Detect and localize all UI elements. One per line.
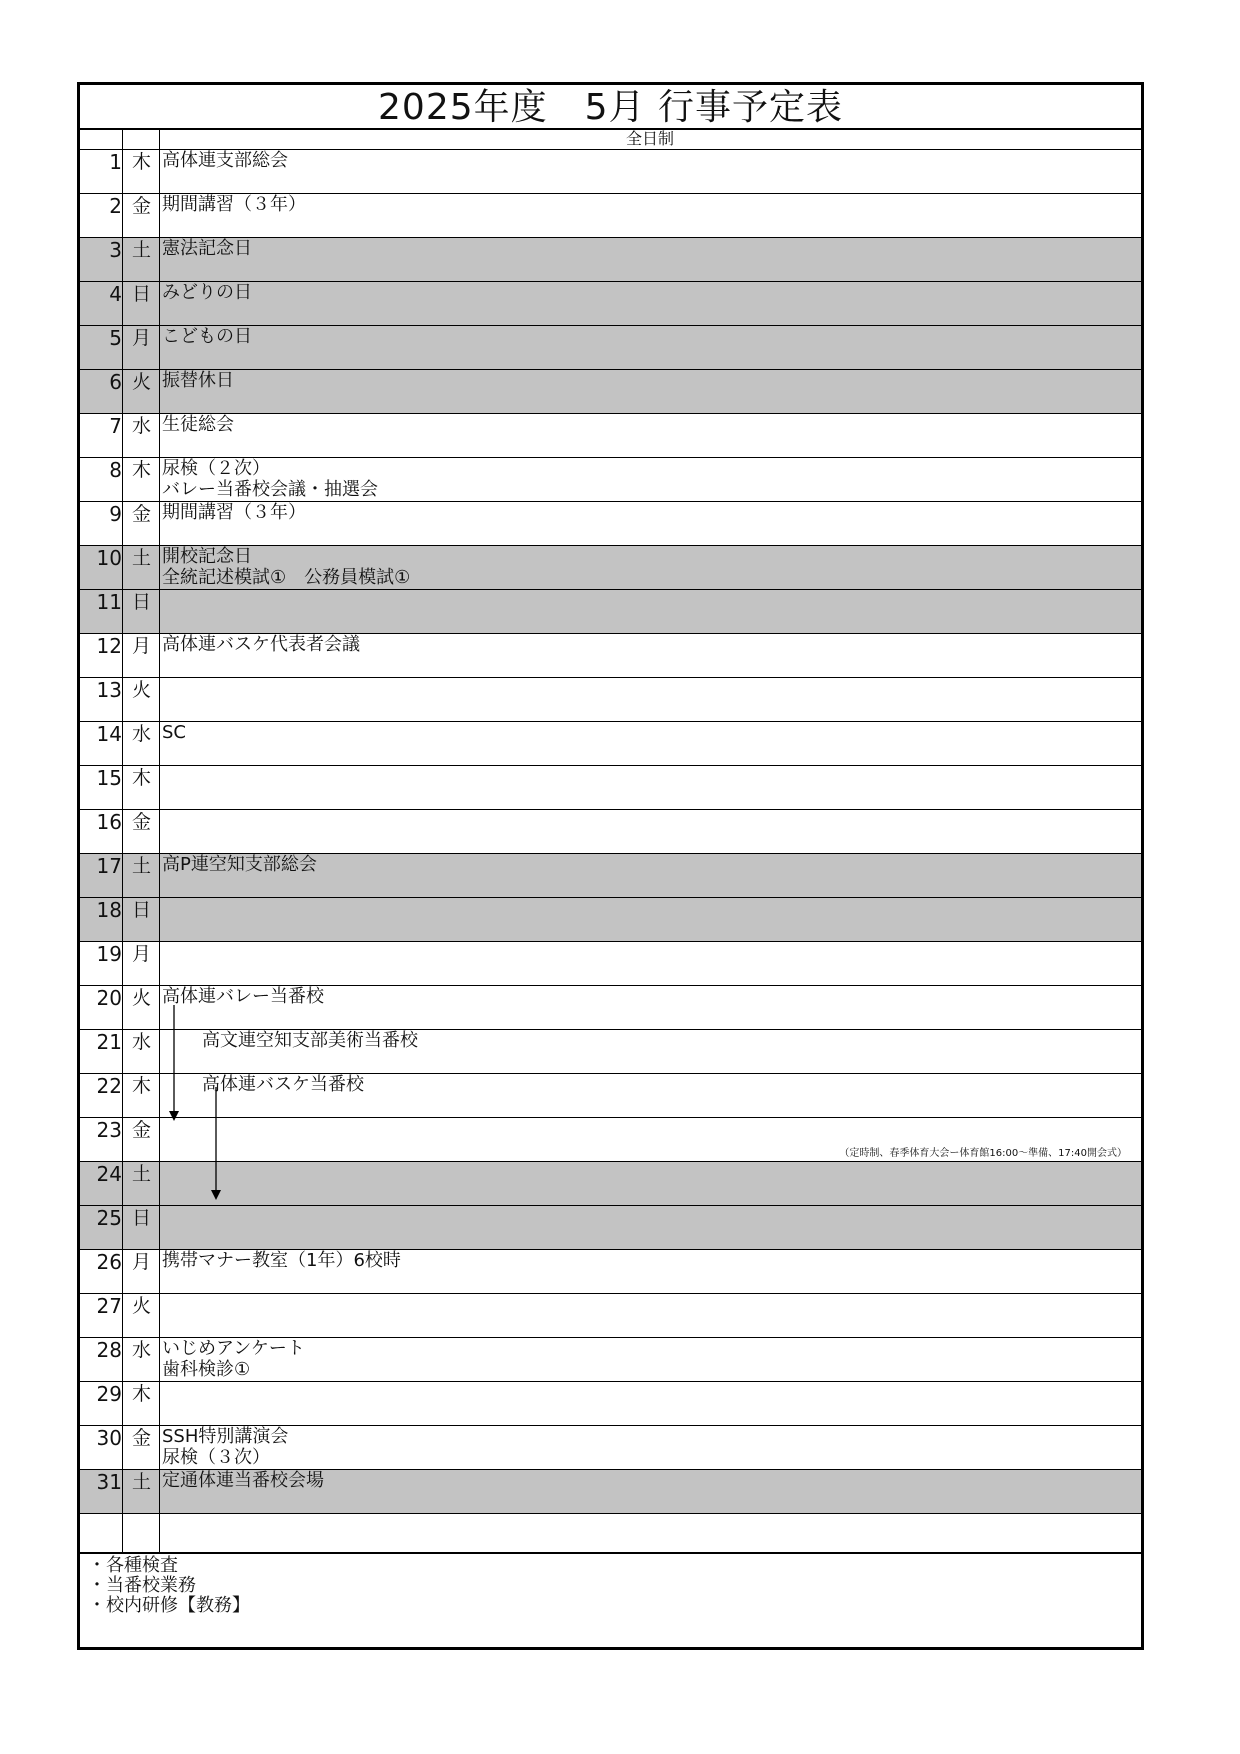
event-text: 携帯マナー教室（1年）6校時 bbox=[162, 1250, 401, 1271]
event-text: SC bbox=[162, 722, 186, 743]
weekday: 日 bbox=[131, 283, 151, 305]
event-text: 開校記念日 bbox=[162, 546, 252, 567]
weekday: 金 bbox=[131, 503, 151, 525]
memo-section bbox=[88, 1556, 250, 1616]
day-number: 13 bbox=[96, 678, 122, 702]
schedule-sheet bbox=[77, 82, 1144, 1650]
day-number: 15 bbox=[96, 766, 122, 790]
memo-item: ・各種検査 bbox=[88, 1555, 178, 1576]
event-text: 高体連バスケ当番校 bbox=[202, 1074, 364, 1095]
event-text: 全統記述模試① 公務員模試① bbox=[162, 567, 411, 588]
weekday: 金 bbox=[131, 1427, 151, 1449]
day-number: 4 bbox=[109, 282, 122, 306]
event-text: 振替休日 bbox=[162, 370, 234, 391]
day-number: 10 bbox=[96, 546, 122, 570]
weekday: 金 bbox=[131, 195, 151, 217]
day-number: 25 bbox=[96, 1206, 122, 1230]
day-number: 19 bbox=[96, 942, 122, 966]
arrow-head-basketball bbox=[211, 1190, 221, 1200]
event-text: 尿検（２次） bbox=[162, 458, 270, 479]
event-text: 高文連空知支部美術当番校 bbox=[202, 1030, 418, 1051]
weekday: 水 bbox=[131, 1031, 151, 1053]
weekday: 水 bbox=[131, 1339, 151, 1361]
weekday: 月 bbox=[131, 1251, 151, 1273]
day-number: 18 bbox=[96, 898, 122, 922]
day-number: 27 bbox=[96, 1294, 122, 1318]
day-number: 9 bbox=[109, 502, 122, 526]
weekday: 火 bbox=[131, 987, 151, 1009]
weekday: 土 bbox=[131, 1471, 151, 1493]
event-text: SSH特別講演会 bbox=[162, 1426, 289, 1447]
weekday: 月 bbox=[131, 635, 151, 657]
day-number: 29 bbox=[96, 1382, 122, 1406]
weekday: 木 bbox=[131, 1383, 151, 1405]
day-number: 20 bbox=[96, 986, 122, 1010]
weekday: 木 bbox=[131, 767, 151, 789]
weekday: 金 bbox=[131, 1119, 151, 1141]
arrow-head-volleyball bbox=[169, 1111, 179, 1121]
event-text: 歯科検診① bbox=[162, 1359, 251, 1380]
weekday: 日 bbox=[131, 1207, 151, 1229]
day-number: 12 bbox=[96, 634, 122, 658]
day-number: 2 bbox=[109, 194, 122, 218]
weekday: 木 bbox=[131, 1075, 151, 1097]
memo-item: ・校内研修【教務】 bbox=[88, 1595, 250, 1616]
day-number: 31 bbox=[96, 1470, 122, 1494]
memo-item: ・当番校業務 bbox=[88, 1575, 196, 1596]
day-number: 23 bbox=[96, 1118, 122, 1142]
event-text: 生徒総会 bbox=[162, 414, 234, 435]
weekday: 火 bbox=[131, 371, 151, 393]
event-text: 期間講習（３年） bbox=[162, 194, 306, 215]
event-text: 高体連支部総会 bbox=[162, 150, 288, 171]
event-text: 期間講習（３年） bbox=[162, 502, 306, 523]
day-number: 22 bbox=[96, 1074, 122, 1098]
event-text: 高P連空知支部総会 bbox=[162, 854, 317, 875]
event-text: みどりの日 bbox=[162, 282, 252, 303]
weekday: 月 bbox=[131, 943, 151, 965]
day-number: 28 bbox=[96, 1338, 122, 1362]
weekday: 木 bbox=[131, 151, 151, 173]
weekday: 土 bbox=[131, 547, 151, 569]
weekday: 火 bbox=[131, 679, 151, 701]
weekday: 水 bbox=[131, 415, 151, 437]
day-number: 5 bbox=[109, 326, 122, 350]
day-number: 6 bbox=[109, 370, 122, 394]
event-text: 尿検（３次） bbox=[162, 1447, 270, 1468]
day-number: 16 bbox=[96, 810, 122, 834]
event-text: 高体連バレー当番校 bbox=[162, 986, 324, 1007]
day-number: 14 bbox=[96, 722, 122, 746]
weekday: 火 bbox=[131, 1295, 151, 1317]
day-number: 11 bbox=[96, 590, 122, 614]
day-number: 21 bbox=[96, 1030, 122, 1054]
duration-arrows bbox=[80, 85, 1141, 1545]
weekday: 土 bbox=[131, 1163, 151, 1185]
day-number: 3 bbox=[109, 238, 122, 262]
weekday: 土 bbox=[131, 855, 151, 877]
memo-divider bbox=[80, 1552, 1141, 1554]
day-number: 8 bbox=[109, 458, 122, 482]
weekday: 水 bbox=[131, 723, 151, 745]
event-text: いじめアンケート bbox=[162, 1338, 305, 1359]
event-text: バレー当番校会議・抽選会 bbox=[162, 479, 378, 500]
weekday: 金 bbox=[131, 811, 151, 833]
weekday: 土 bbox=[131, 239, 151, 261]
weekday: 日 bbox=[131, 899, 151, 921]
weekday: 月 bbox=[131, 327, 151, 349]
event-note: （定時制、春季体育大会ー体育館16:00～準備、17:40開会式） bbox=[839, 1148, 1127, 1159]
weekday: 日 bbox=[131, 591, 151, 613]
day-number: 7 bbox=[109, 414, 122, 438]
day-number: 24 bbox=[96, 1162, 122, 1186]
event-text: 定通体連当番校会場 bbox=[162, 1470, 324, 1491]
event-text: 高体連バスケ代表者会議 bbox=[162, 634, 360, 655]
day-number: 30 bbox=[96, 1426, 122, 1450]
event-text: こどもの日 bbox=[162, 326, 252, 347]
weekday: 木 bbox=[131, 459, 151, 481]
day-number: 26 bbox=[96, 1250, 122, 1274]
event-text: 憲法記念日 bbox=[162, 238, 252, 259]
column-header-label: 全日制 bbox=[625, 129, 674, 148]
day-number: 1 bbox=[109, 150, 122, 174]
day-number: 17 bbox=[96, 854, 122, 878]
page-title: 2025年度 5月 行事予定表 bbox=[80, 85, 1141, 130]
